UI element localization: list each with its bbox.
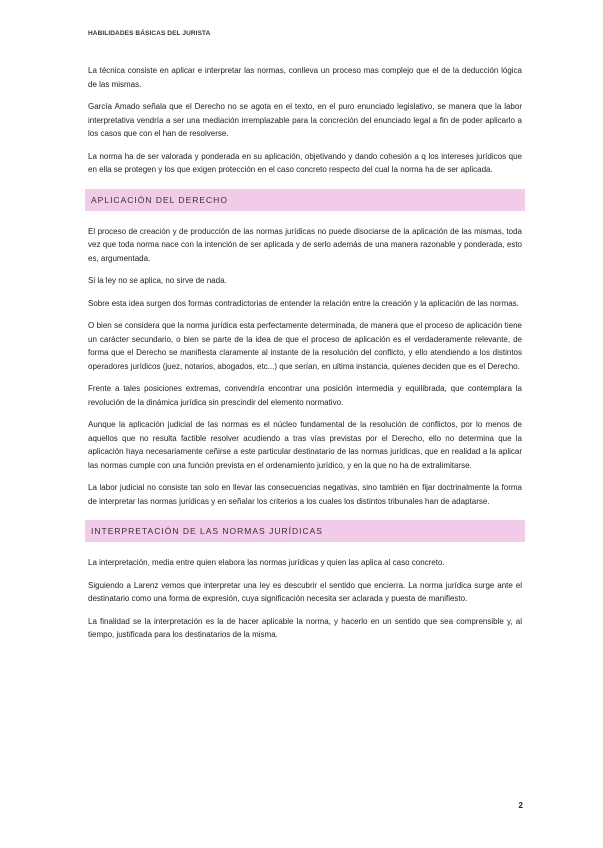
section1-paragraph-3: Sobre esta idea surgen dos formas contradictorias de entender la relación entre la creación y la aplicación de las normas. xyxy=(88,298,519,308)
section-heading-aplicacion: APLICACIÓN DEL DERECHO xyxy=(85,189,525,211)
page-number: 2 xyxy=(518,801,523,810)
section2-paragraph-2: Siguiendo a Larenz vemos que interpretar una ley es descubrir el sentido que encierra. La norma jurídica surge ante el destinatario como una forma de expresión, cuya significación necesita ser aclarada y puesta de manifiesto. xyxy=(88,580,522,603)
section1-paragraph-1: El proceso de creación y de producción de las normas jurídicas no puede disociarse de la aplicación de las mismas, toda vez que toda norma nace con la intención de ser aplicada y de serlo además de una manera razonable y ponderada, esto es, argumentada. xyxy=(88,226,522,263)
section1-paragraph-6: Aunque la aplicación judicial de las normas es el núcleo fundamental de la resolución de conflictos, por lo menos de aquellos que no resulta factible resolver acudiendo a tras vías previstas por el Derecho, ello no determina que la aplicación haya necesariamente ceñirse a este particular destinatario de las normas jurídicas, que en realidad a la aplicar las normas cumple con una función prevista en el ordenamiento jurídico, y en la que no ha de extralimitarse. xyxy=(88,420,522,470)
page-body xyxy=(88,64,522,651)
intro-paragraph-1: La técnica consiste en aplicar e interpretar las normas, conlleva un proceso mas complejo que el de la deducción lógica de las mismas. xyxy=(88,66,522,89)
section1-paragraph-2: Si la ley no se aplica, no sirve de nada. xyxy=(88,276,227,285)
intro-paragraph-3: La norma ha de ser valorada y ponderada en su aplicación, objetivando y dando cohesión a q los intereses jurídicos que en ella se protegen y los que exigen protección en el caso concreto respecto del cual la norma ha de ser aplicada. xyxy=(88,151,522,174)
section1-paragraph-7: La labor judicial no consiste tan solo en llevar las consecuencias negativas, sino también en fijar doctrinalmente la forma de interpretar las normas jurídicas y en señalar los criterios a los cuales los distintos tribunales han de adaptarse. xyxy=(88,483,522,506)
section2-paragraph-1: La interpretación, media entre quien elabora las normas jurídicas y quien las aplica al caso concreto. xyxy=(88,558,445,567)
running-header: HABILIDADES BÁSICAS DEL JURISTA xyxy=(88,30,211,37)
section-heading-interpretacion: INTERPRETACIÓN DE LAS NORMAS JURÍDICAS xyxy=(85,520,525,542)
section2-paragraph-3: La finalidad se la interpretación es la de hacer aplicable la norma, y hacerlo en un sentido que sea comprensible y, al tiempo, justificada para los destinatarios de la misma. xyxy=(88,616,522,639)
section1-paragraph-5: Frente a tales posiciones extremas, convendría encontrar una posición intermedia y equilibrada, que contemplara la revolución de la dinámica jurídica sin prescindir del elemento normativo. xyxy=(88,384,522,407)
intro-paragraph-2: García Amado señala que el Derecho no se agota en el texto, en el puro enunciado legislativo, se manera que la labor interpretativa vendría a ser una mediación irremplazable para la concreción del enunciado legal a fin de poder aplicarlo a los casos que con el han de resolverse. xyxy=(88,102,522,138)
section1-paragraph-4: O bien se considera que la norma jurídica esta perfectamente determinada, de manera que el proceso de aplicación tiene un carácter secundario, o bien se parte de la idea de que el proceso de aplicación es el verdaderamente relevante, de forma que el Derecho se manifiesta claramente al instante de la resolución del conflicto, y ello atendiendo a los distintos operadores jurídicos (juez, notarios, abogados, etc...) que serían, en ultima instancia, quienes deciden que es el Derecho. xyxy=(88,321,522,371)
